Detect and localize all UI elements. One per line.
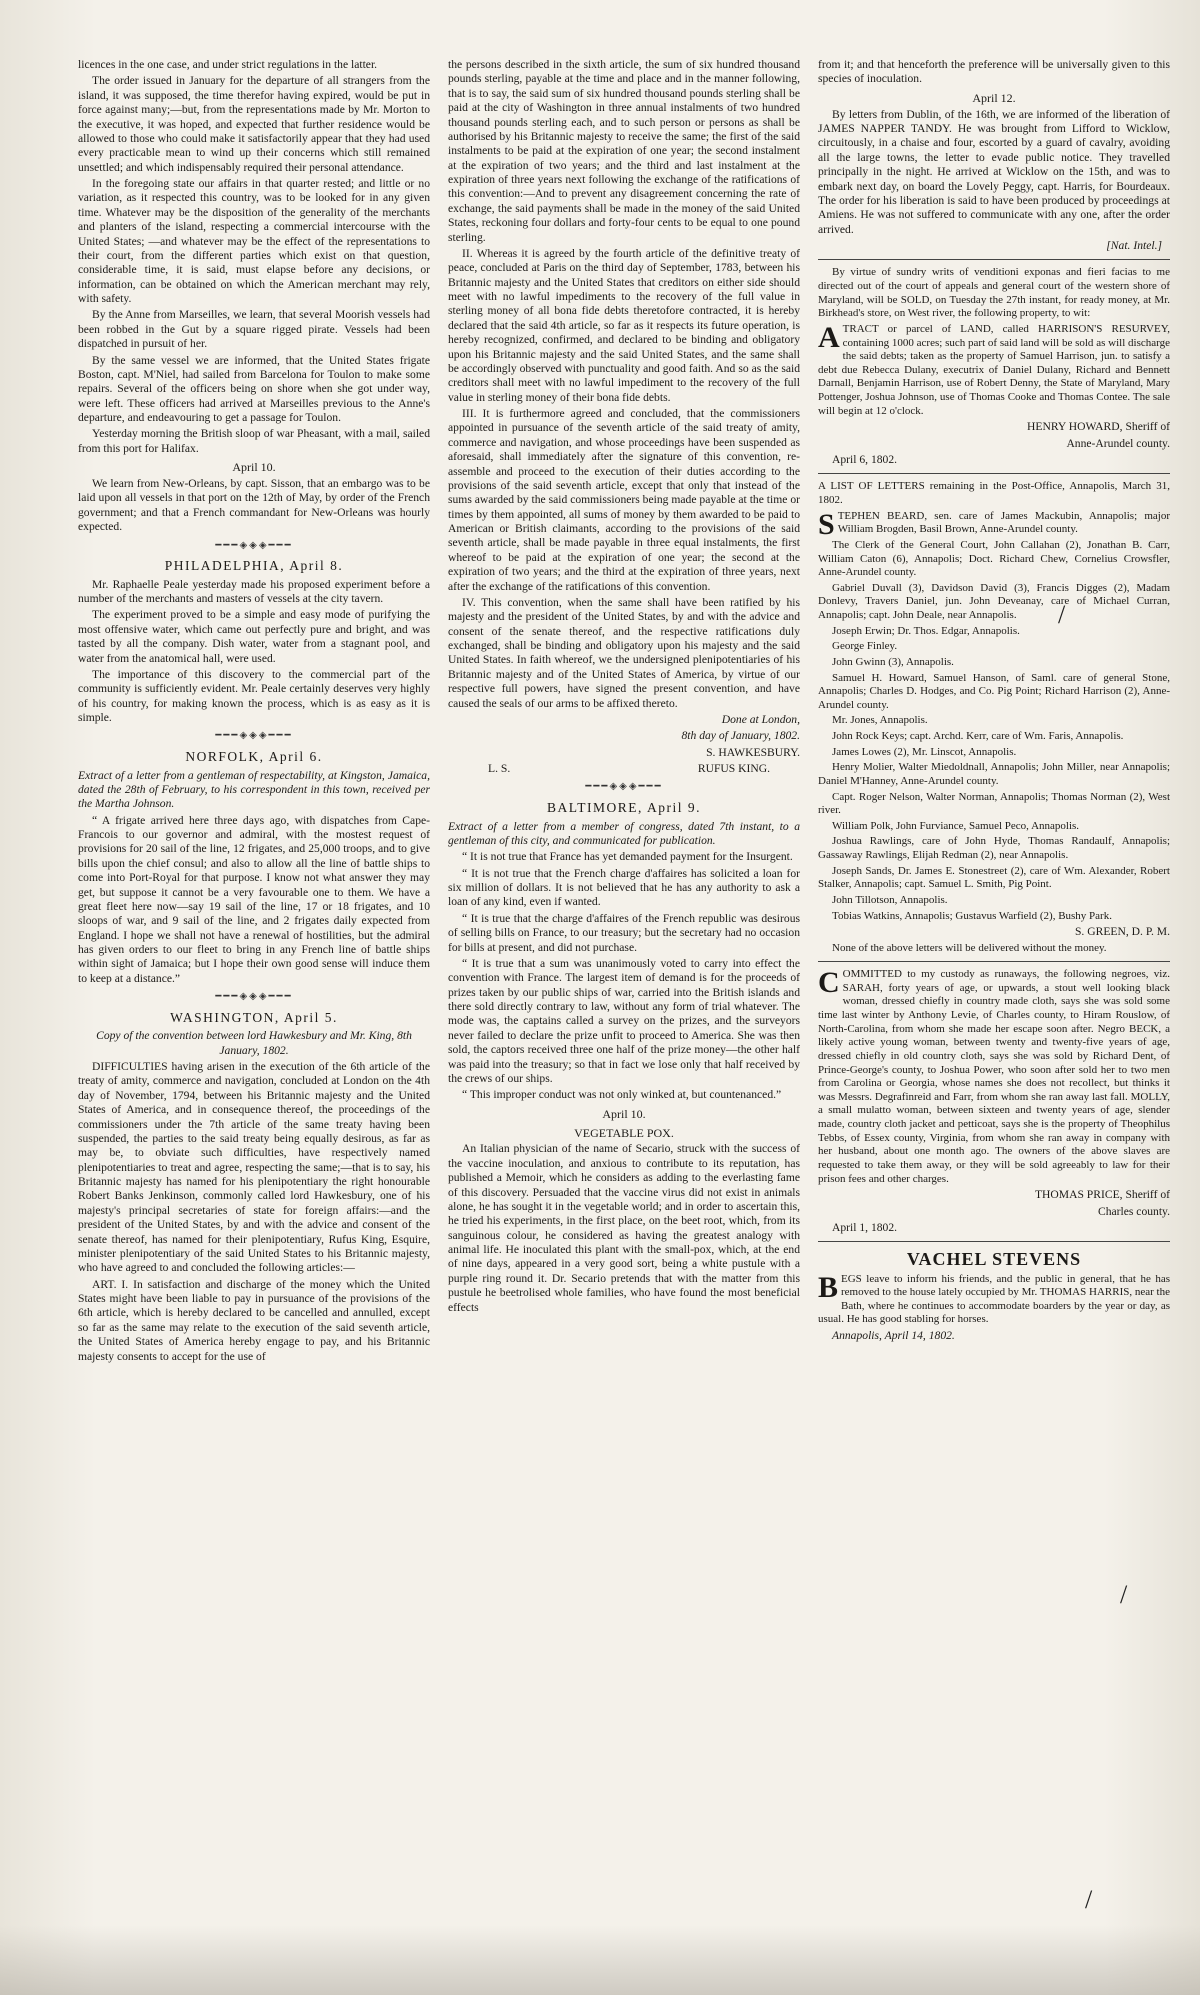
letters-list-entry: The Clerk of the General Court, John Callahan (2), Jonathan B. Carr, William Caton (6), Annapolis; Doct. Richard Chew, Cornelius Crowsfler, Anne-Arundel county. xyxy=(818,538,1170,579)
advertisement-text: By virtue of sundry writs of venditioni exponas and fieri facias to me directed out of the court of appeals and general court of the western shore of Maryland, will be SOLD, on Tuesday the 27th instant, for ready money, at Mr. Birkhead's store, on West river, the following property, to wit: xyxy=(818,266,1170,320)
section-heading-philadelphia: PHILADELPHIA, April 8. xyxy=(164,557,344,573)
letters-list-text: TEPHEN BEARD, sen. care of James Mackubin, Annapolis; major William Brogden, Basil Brown, Anne-Arundel county. xyxy=(837,509,1170,536)
advertisement-date: April 6, 1802. xyxy=(832,453,898,466)
letters-list-entry: Joseph Erwin; Dr. Thos. Edgar, Annapolis. xyxy=(832,624,1020,637)
ornamental-divider: ━━━◈◈◈━━━ xyxy=(215,730,293,742)
section-subheading: Copy of the convention between lord Hawkesbury and Mr. King, 8th January, 1802. xyxy=(96,1029,412,1057)
section-heading-vegetable-pox: VEGETABLE POX. xyxy=(574,1125,674,1140)
ornamental-divider: ━━━◈◈◈━━━ xyxy=(215,991,293,1003)
letters-list-entry: George Finley. xyxy=(832,640,898,653)
section-subheading: Extract of a letter from a gentleman of respectability, at Kingston, Jamaica, dated the 28th of February, to his correspondent in this town, received per the Martha Johnson. xyxy=(78,768,430,811)
letters-list-entry: Samuel H. Howard, Samuel Hanson, of Saml. care of general Stone, Annapolis; Charles D. Hodges, and Co. Pig Point; Richard Harrison (2), Anne-Arundel county. xyxy=(818,671,1170,711)
boarding-notice xyxy=(818,1270,1170,1328)
paragraph: In the foregoing state our affairs in that quarter rested; and little or no variation, as it respected this country, was to be looked for in any given time. Whatever may be the disposition of the generality of the merchants and planters of the island, respecting a commercial intercourse with the United States; —and whatever may be the effect of the representations to their court, from the different parties which exist on that question, considerable time, it is said, must elapse before any decisions, or information, can be obtained on which the American merchant may rely, with safety. xyxy=(78,177,430,305)
paragraph: the persons described in the sixth article, the sum of six hundred thousand pounds sterling, payable at the time and place and in the manner following, that is to say, the said sum of six hundred thousand pounds sterling shall be paid at the city of Washington in three annual instalments of two hundred thousand pounds sterling each, and to such person or persons as shall be authorised by his Britannic majesty to receive the same; the first of the said instalments to be paid at the expiration of one year; the second instalment at the expiration of two years; and the third and last instalment at the expiration of three years next following the exchange of the ratifications of this convention:—And to prevent any disagreement concerning the rate of exchange, the said payments shall be made in the money of the said United States, reckoning four dollars and forty-four cents to be equal to one pound sterling. xyxy=(448,58,800,244)
advertisement-date: Annapolis, April 14, 1802. xyxy=(832,1329,955,1343)
signature-postmaster: S. GREEN, D. P. M. xyxy=(1074,925,1170,939)
paragraph: from it; and that henceforth the preference will be universally given to this species of inoculation. xyxy=(818,58,1170,86)
section-heading-washington: WASHINGTON, April 5. xyxy=(170,1009,338,1025)
column-layout xyxy=(78,58,1170,1955)
paragraph: licences in the one case, and under strict regulations in the latter. xyxy=(78,58,378,71)
letters-list-entry: John Tillotson, Annapolis. xyxy=(832,893,948,906)
section-subheading: Extract of a letter from a member of congress, dated 7th instant, to a gentleman of this city, and communicated for publication. xyxy=(448,819,800,847)
paragraph: II. Whereas it is agreed by the fourth article of the definitive treaty of peace, concluded at Paris on the third day of September, 1783, between his Britannic majesty and the United States that creditors on either side should meet with no lawful impediments to the recovery of the full value in sterling money of all bona fide debts theretofore contracted, it is hereby declared that the said 4th article, so far as it respects its future operation, is hereby recognized, confirmed, and declared to be binding and obligatory upon his Britannic majesty and the said United States, and the same shall be accordingly observed with punctuality and good faith. And so as the said creditors shall meet with no lawful impediment to the recovery of the full value in sterling money of their bona fide debts. xyxy=(448,246,800,404)
paragraph: “ It is true that a sum was unanimously voted to carry into effect the convention with France. The largest item of demand is for the proceeds of prizes taken by our public ships of war, carried into the British islands and there sold directly contrary to law, without any form of trial whatever. The mode was, the captains called a survey on the prizes, and the surveyors never failed to declare the prize unfit to proceed to America. She was then sold, the captors received three one half of the prize money—the other half was paid into the treasury; so that in fact we lose only that half received by the crews of our ships. xyxy=(448,956,800,1085)
letters-list-entry: William Polk, John Furviance, Samuel Peco, Annapolis. xyxy=(832,819,1080,832)
letters-list-entry: John Rock Keys; capt. Archd. Kerr, care of Wm. Faris, Annapolis. xyxy=(832,730,1124,742)
seal-mark: L. S. xyxy=(488,762,511,775)
letters-list-entry xyxy=(818,507,1170,541)
signature-hawkesbury: S. HAWKESBURY. xyxy=(706,745,800,759)
signature-date: 8th day of January, 1802. xyxy=(681,729,800,743)
page-edge-shadow xyxy=(0,1925,1200,1995)
paragraph: ART. I. In satisfaction and discharge of the money which the United States might have been liable to pay in pursuance of the provisions of the 6th article, which is hereby declared to be cancelled and annulled, except so far as the same may relate to the execution of the said seventh article, the United States of America hereby engage to pay, and his Britannic majesty consents to accept for the use of xyxy=(78,1277,430,1363)
paragraph: “ It is true that the charge d'affaires of the French republic was desirous of selling bills on France, to our treasury; but the secretary had no occasion for bills at present, and did not purchase. xyxy=(448,911,800,954)
letters-list-entry: Tobias Watkins, Annapolis; Gustavus Warfield (2), Bushy Park. xyxy=(832,909,1112,922)
signature-row xyxy=(448,762,800,776)
paragraph: IV. This convention, when the same shall have been ratified by his majesty and the president of the United States, by and with the advice and consent of the senate thereof, and the respective ratifications duly exchanged, shall be binding and obligatory upon his majesty and the said United States. In faith whereof, we the undersigned plenipotentiaries of his Britannic majesty and of the United States of America, by virtue of our respective full powers, have signed the present convention, and have caused the seals of our arms to be affixed thereto. xyxy=(448,595,800,710)
signature-sheriff: HENRY HOWARD, Sheriff of xyxy=(1027,420,1170,434)
handwritten-check-mark: / xyxy=(1120,1580,1128,1609)
handwritten-check-mark: / xyxy=(1058,600,1066,629)
letters-list-entry: John Gwinn (3), Annapolis. xyxy=(832,655,954,668)
advertisement-text xyxy=(818,320,1170,418)
source-credit: [Nat. Intel.] xyxy=(1106,239,1162,252)
drop-cap: S xyxy=(818,507,835,541)
paragraph: An Italian physician of the name of Secario, struck with the success of the vaccine inoculation, and anxious to contribute to its reputation, has published a Memoir, which he considers as adding to the everlasting fame of this discovery. Persuaded that the vaccine virus did not exist in animals alone, he has sought it in the vegetable world; and in order to ascertain this, he tried his experiments, in the first place, on the beet root, which, from its sanguinous colour, he considered as having the greatest analogy with animal life. He inoculated this plant with the small-pox, which, at the end of nine days, appeared in a very good sort, being a white pustule with a purple ring round it. Dr. Secario pretends that with the matter from this pustule he beetrolised whole families, who have found the most beneficial effects xyxy=(448,1142,800,1314)
signature-king: RUFUS KING. xyxy=(697,762,770,775)
ornamental-divider: ━━━◈◈◈━━━ xyxy=(585,781,663,793)
signature-sheriff-price: THOMAS PRICE, Sheriff of xyxy=(1034,1188,1170,1202)
boarding-notice-text: EGS leave to inform his friends, and the public in general, that he has removed to the house lately occupied by Mr. THOMAS HARRIS, near the Bath, where he continues to accommodate boarders by the year or day, as usual. He has good stabling for horses. xyxy=(818,1272,1170,1326)
paragraph: III. It is furthermore agreed and concluded, that the commissioners appointed in pursuance of the seventh article of the said treaty of amity, commerce and navigation, and whose proceedings have been suspended as aforesaid, shall immediately after the signature of this convention, re-assemble and proceed to the execution of their duties according to the provisions of the said seventh article, except that only that instead of the sums awarded by the said commissioners being made payable at the time or times by them appointed, all sums of money by them awarded to be paid to American or British claimants, according to the provisions of the said seventh article, shall be made payable in three equal instalments, the first whereof to be paid at the expiration of one year; the second at the expiration of two years; and the third at the expiration of three years, next after the exchange of the ratifications of this convention. xyxy=(448,407,800,593)
divider-rule xyxy=(818,961,1170,962)
advertisement-date: April 1, 1802. xyxy=(832,1220,898,1234)
paragraph: The order issued in January for the departure of all strangers from the island, it was supposed, the time therefor having expired, would be put in force against many;—but, from the representations made by Mr. Morton to the executive, it was hoped, and expected that further residence would be allowed to those who could make it satisfactorily appear that they had used every practicable mean to wind up their concerns which still remained unsettled; and which indispensably required their personal attendance. xyxy=(78,74,430,174)
dateline: April 12. xyxy=(972,90,1016,105)
letters-list-entry: Joshua Rawlings, care of John Hyde, Thomas Randaulf, Annapolis; Gassaway Rawlings, Elijah Redman (2), near Annapolis. xyxy=(818,835,1170,861)
paragraph: By the Anne from Marseilles, we learn, that several Moorish vessels had been robbed in the Gut by a square rigged pirate. Vessels had been dispatched in pursuit of her. xyxy=(78,308,430,351)
letters-list-entry: Joseph Sands, Dr. James E. Stonestreet (2), care of Wm. Alexander, Robert Stalker, Annapolis; capt. Samuel L. Smith, Pig Point. xyxy=(818,864,1170,891)
paragraph: The importance of this discovery to the commercial part of the community is sufficiently evident. Mr. Peale certainly deserves very highly of his country, for making known the process, which is as easy as it is simple. xyxy=(78,667,430,724)
letters-list-entry: Gabriel Duvall (3), Davidson David (3), Francis Digges (2), Madam Donlevy, Travers Daniel, jun. John Deveanay, care of Michael Curran, Annapolis; capt. John Deale, near Annapolis. xyxy=(818,581,1170,621)
runaway-notice xyxy=(818,968,1170,1186)
paragraph: By the same vessel we are informed, that the United States frigate Boston, capt. M'Niel, had sailed from Barcelona for Toulon to make some repairs. Several of the officers being on shore when she got under way, were left. These officers had arrived at Marseilles previous to the Anne's departure, and endeavouring to get a passage for Toulon. xyxy=(78,353,430,424)
runaway-notice-text: OMMITTED to my custody as runaways, the following negroes, viz. SARAH, forty years of age, or upwards, a stout well looking black woman, dressed chiefly in country made cloth, says she was sold some time last winter by Anthony Levie, of Charles county, to Hiram Rouslow, of North-Carolina, from whom she made her escape soon after. Negro BECK, a likely active young woman, between twenty and twenty-five years of age, dressed chiefly in old country cloth, says she was sold by Richard Dent, of Prince-George's county, to Joshua Power, who soon after sold her to two men from Carolina or Georgia, whose names she does not recollect, but thinks it was Messrs. Degrafinreid and Farr, from whom she ran away last fall. MOLLY, a small mulatto woman, between sixteen and twenty years of age, slender made, country cloth jacket and petticoat, says she is the property of Theophilus Tebbs, of Essex county, Virginia, from whom she ran away in company with her husband, about one month ago. The owners of the above slaves are requested to take them away, or they will be sold agreeably to law for their prison fees and other charges. xyxy=(818,968,1170,1185)
paragraph: By letters from Dublin, of the 16th, we are informed of the liberation of JAMES NAPPER TANDY. He was brought from Lifford to Wicklow, circuitously, in a chaise and four, escorted by a guard of cavalry, avoiding all the large towns, the letter to evade public notice. They travelled principally in the night. He arrived at Wicklow on the 15th, and was to embark next day, on board the Lovely Peggy, capt. Harris, for Bourdeaux. The order for his liberation is said to have been produced by proceedings at Amiens. He was not suffered to communicate with any one, after the order arrived. xyxy=(818,107,1170,236)
signature-place: Done at London, xyxy=(721,712,800,726)
ornamental-divider: ━━━◈◈◈━━━ xyxy=(215,539,293,551)
dateline: April 10. xyxy=(602,1106,646,1121)
advertisement-title: VACHEL STEVENS xyxy=(906,1249,1082,1270)
paragraph: We learn from New-Orleans, by capt. Sisson, that an embargo was to be laid upon all vessels in that port on the 12th of May, by order of the French government; and that a French commandant for New-Orleans was hourly expected. xyxy=(78,477,430,534)
letters-list-entry: Henry Molier, Walter Miedoldnall, Annapolis; John Miller, near Annapolis; Daniel M'Hanney, Anne-Arundel county. xyxy=(818,761,1170,787)
section-heading-norfolk: NORFOLK, April 6. xyxy=(185,748,323,764)
drop-cap: B xyxy=(818,1270,839,1304)
handwritten-check-mark: / xyxy=(1085,1885,1093,1914)
paragraph: Mr. Raphaelle Peale yesterday made his proposed experiment before a number of the merchants and masters of vessels at the city tavern. xyxy=(78,577,430,605)
paragraph: “ It is not true that France has yet demanded payment for the Insurgent. xyxy=(462,850,793,864)
divider-rule xyxy=(818,473,1170,474)
drop-cap: C xyxy=(818,966,840,1000)
paragraph: “ This improper conduct was not only winked at, but countenanced.” xyxy=(462,1088,782,1102)
signature-county: Charles county. xyxy=(1097,1204,1170,1218)
divider-rule xyxy=(818,259,1170,260)
letters-list-heading: A LIST OF LETTERS remaining in the Post-Office, Annapolis, March 31, 1802. xyxy=(818,480,1170,506)
paragraph: “ It is not true that the French charge d'affaires has solicited a loan for six million of dollars. It is not believed that he has any authority to ask a loan of any kind, even if wanted. xyxy=(448,866,800,909)
letters-list-entry: Mr. Jones, Annapolis. xyxy=(832,714,928,727)
paragraph: Yesterday morning the British sloop of war Pheasant, with a mail, sailed from this port for Halifax. xyxy=(78,427,430,455)
column-3 xyxy=(818,58,1170,1955)
signature-county: Anne-Arundel county. xyxy=(1066,436,1170,450)
paragraph: The experiment proved to be a simple and easy mode of purifying the most offensive water, which came out perfectly pure and bright, and was tasted by all the company. Dish water, water from a stagnant pool, and water from the anatomical hall, were used. xyxy=(78,608,430,665)
drop-cap: A xyxy=(818,320,840,354)
paragraph: DIFFICULTIES having arisen in the execution of the 6th article of the treaty of amity, commerce and navigation, concluded at London on the 4th day of November, 1794, between his Britannic majesty and the United States of America, and in consequence thereof, the proceedings of the commissioners under the 7th article of the same treaty having been suspended, the parties to the said treaty being equally desirous, as far as may be, to obviate such difficulties, have respectively named plenipotentiaries to treat and agree, respecting the same;—that is to say, his Britannic majesty has named for his plenipotentiary the right honourable Robert Banks Jenkinson, commonly called lord Hawkesbury, one of his majesty's principal secretaries of state for foreign affairs:—and the president of the United States, by and with the advice and consent of the senate thereof, has named for their plenipotentiary, Rufus King, Esquire, minister plenipotentiary of the said United States to his Britannic majesty, who have agreed to and concluded the following articles:— xyxy=(78,1060,430,1275)
dateline: April 10. xyxy=(232,460,276,475)
section-heading-baltimore: BALTIMORE, April 9. xyxy=(546,799,701,815)
divider-rule xyxy=(818,1241,1170,1242)
paragraph: “ A frigate arrived here three days ago, with dispatches from Cape-Francois to our governor and admiral, with the mostest request of provisions for 20 sail of the line, 12 frigates, and 25,000 troops, and to give bills upon the chief consul; and also to allow all the line of battle ships to come into Port-Royal for that purpose. I know not what answer they may get, but suppose it cannot be a very favourable one to them. We have a great fleet here now—say 19 sail of the line, 17 or 18 frigates, and 10 sloops of war, and 9 sail of the line, and 2 frigates daily expected from England. I hope we shall not have a renewal of hostilities, but the admiral has given orders to our fleet to bring in any French line of battle ships within sight of Jamaica; but I hope their own good sense will induce them to keep at a distance.” xyxy=(78,813,430,985)
letters-list-entry: Capt. Roger Nelson, Walter Norman, Annapolis; Thomas Norman (2), West river. xyxy=(818,790,1170,817)
letters-list-note: None of the above letters will be delivered without the money. xyxy=(832,941,1107,954)
column-1 xyxy=(78,58,430,1955)
column-2 xyxy=(448,58,800,1955)
advertisement-body: TRACT or parcel of LAND, called HARRISON'S RESURVEY, containing 1000 acres; such part of said land will be sold as will discharge the said debts; taken as the property of Samuel Harrison, jun. to satisfy a debt due Rebecca Dulany, executrix of Daniel Dulany, Richard and Bennett Darnall, Benjamin Harrison, use of Robert Denny, the State of Maryland, Mary Pottenger, Joshua Johnson, use of Thomas Cooke and Thomas Contee. The sale will begin at 12 o'clock. xyxy=(818,322,1170,417)
letters-list-entry: James Lowes (2), Mr. Linscot, Annapolis. xyxy=(832,745,1017,758)
